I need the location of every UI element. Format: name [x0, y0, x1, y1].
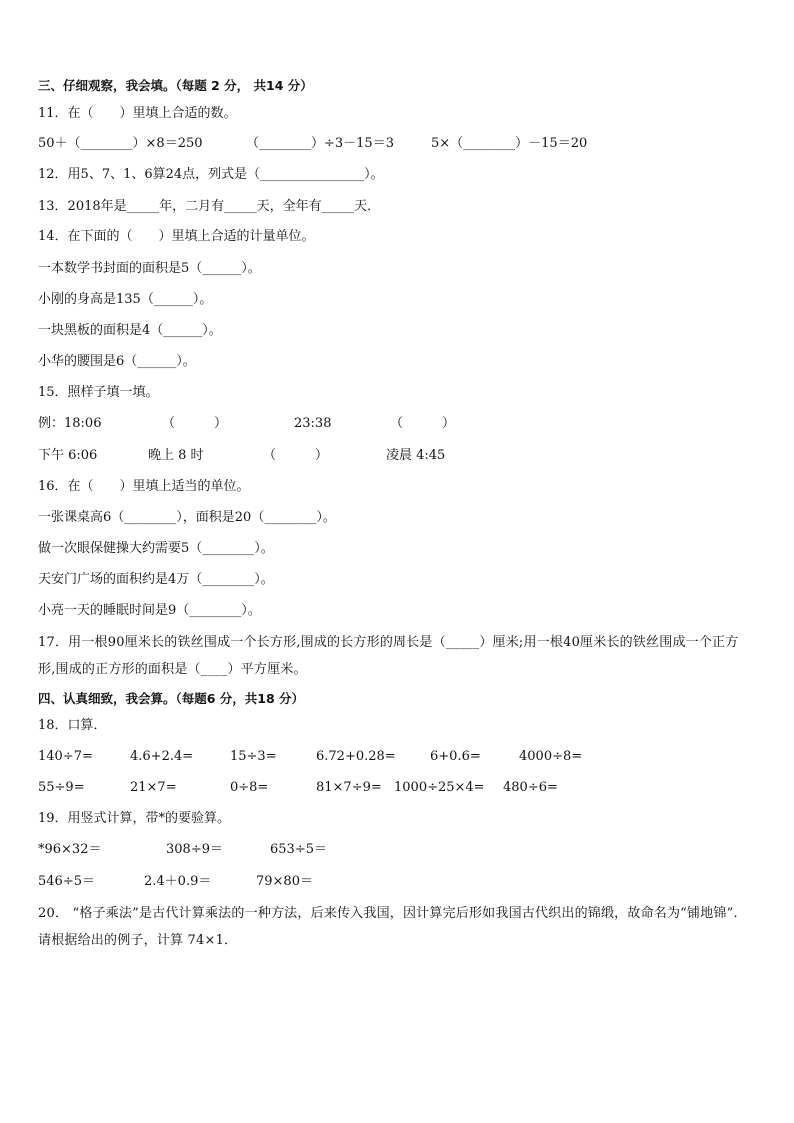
q14-item-3: 一块黑板的面积是4（______）。 — [38, 323, 222, 338]
q11-item-2: （________）÷3－15＝3 — [246, 136, 394, 151]
q20-stem: 20． “格子乘法”是古代计算乘法的一种方法，后来传入我国，因计算完后形如我国古代织出的锦缎，故命名为“铺地锦”．请根据给出的例子，计算 74×1． — [38, 906, 747, 948]
q12-stem: 12．用5、7、1、6算24点，列式是（________________）。 — [38, 167, 384, 182]
q15-r2-c2: 晚上 8 时 — [148, 448, 204, 463]
q16-item-1: 一张课桌高6（________），面积是20（________）。 — [38, 510, 336, 525]
q18-r1-c4: 6.72+0.28= — [316, 749, 396, 764]
q18-r1-c5: 6+0.6= — [430, 749, 481, 764]
q11-item-3: 5×（________）－15＝20 — [431, 136, 588, 151]
q19-stem: 19．用竖式计算，带*的要验算。 — [38, 811, 231, 826]
q18-stem: 18．口算． — [38, 718, 107, 733]
q18-r2-c1: 55÷9= — [38, 780, 85, 795]
q18-r1-c3: 15÷3= — [230, 749, 277, 764]
q15-r1-c2: （ ） — [162, 416, 228, 431]
q14-item-1: 一本数学书封面的面积是5（______）。 — [38, 261, 261, 276]
q15-r1-c4: （ ） — [390, 416, 456, 431]
q19-r2-c2: 2.4＋0.9＝ — [144, 874, 212, 889]
q18-r1-c1: 140÷7= — [38, 749, 93, 764]
q18-r2-c5: 1000÷25×4= — [394, 780, 485, 795]
q13-stem: 13．2018年是_____年，二月有_____天，全年有_____天． — [38, 199, 381, 214]
q16-item-3: 天安门广场的面积约是4万（________）。 — [38, 572, 274, 587]
q14-item-4: 小华的腰围是6（______）。 — [38, 354, 196, 369]
q15-r2-c3: （ ） — [263, 448, 329, 463]
q11-stem: 11．在（ ）里填上合适的数。 — [38, 106, 237, 121]
section-4-title: 四、认真细致，我会算。（每题6 分，共18 分） — [38, 691, 305, 706]
q18-r2-c3: 0÷8= — [230, 780, 269, 795]
q16-item-4: 小亮一天的睡眠时间是9（________）。 — [38, 603, 261, 618]
q19-r1-c3: 653÷5＝ — [270, 842, 327, 857]
q18-r2-c2: 21×7= — [130, 780, 177, 795]
q18-r1-c6: 4000÷8= — [519, 749, 583, 764]
q11-item-1: 50＋（________）×8＝250 — [38, 136, 203, 151]
q15-r2-c1: 下午 6:06 — [38, 448, 98, 463]
q15-r1-c3: 23:38 — [294, 416, 332, 431]
q14-stem: 14．在下面的（ ）里填上合适的计量单位。 — [38, 229, 315, 244]
q19-r1-c1: *96×32＝ — [38, 842, 102, 857]
q14-item-2: 小刚的身高是135（______）。 — [38, 292, 213, 307]
q18-r2-c4: 81×7÷9= — [316, 780, 382, 795]
q16-item-2: 做一次眼保健操大约需要5（________）。 — [38, 541, 274, 556]
q19-r2-c3: 79×80＝ — [256, 874, 313, 889]
q17-stem: 17．用一根90厘米长的铁丝围成一个长方形,围成的长方形的周长是（_____）厘米;用一根40厘米长的铁丝围成一个正方形,围成的正方形的面积是（____）平方厘米。 — [38, 635, 739, 677]
q15-stem: 15．照样子填一填。 — [38, 385, 159, 400]
q19-r1-c2: 308÷9＝ — [166, 842, 223, 857]
q18-r1-c2: 4.6+2.4= — [130, 749, 194, 764]
q15-r2-c4: 凌晨 4:45 — [386, 448, 446, 463]
q15-r1-c1: 例：18:06 — [38, 416, 102, 431]
q18-r2-c6: 480÷6= — [503, 780, 558, 795]
q19-r2-c1: 546÷5＝ — [38, 874, 95, 889]
q16-stem: 16．在（ ）里填上适当的单位。 — [38, 479, 250, 494]
section-3-title: 三、仔细观察，我会填。（每题 2 分， 共14 分） — [38, 78, 313, 93]
